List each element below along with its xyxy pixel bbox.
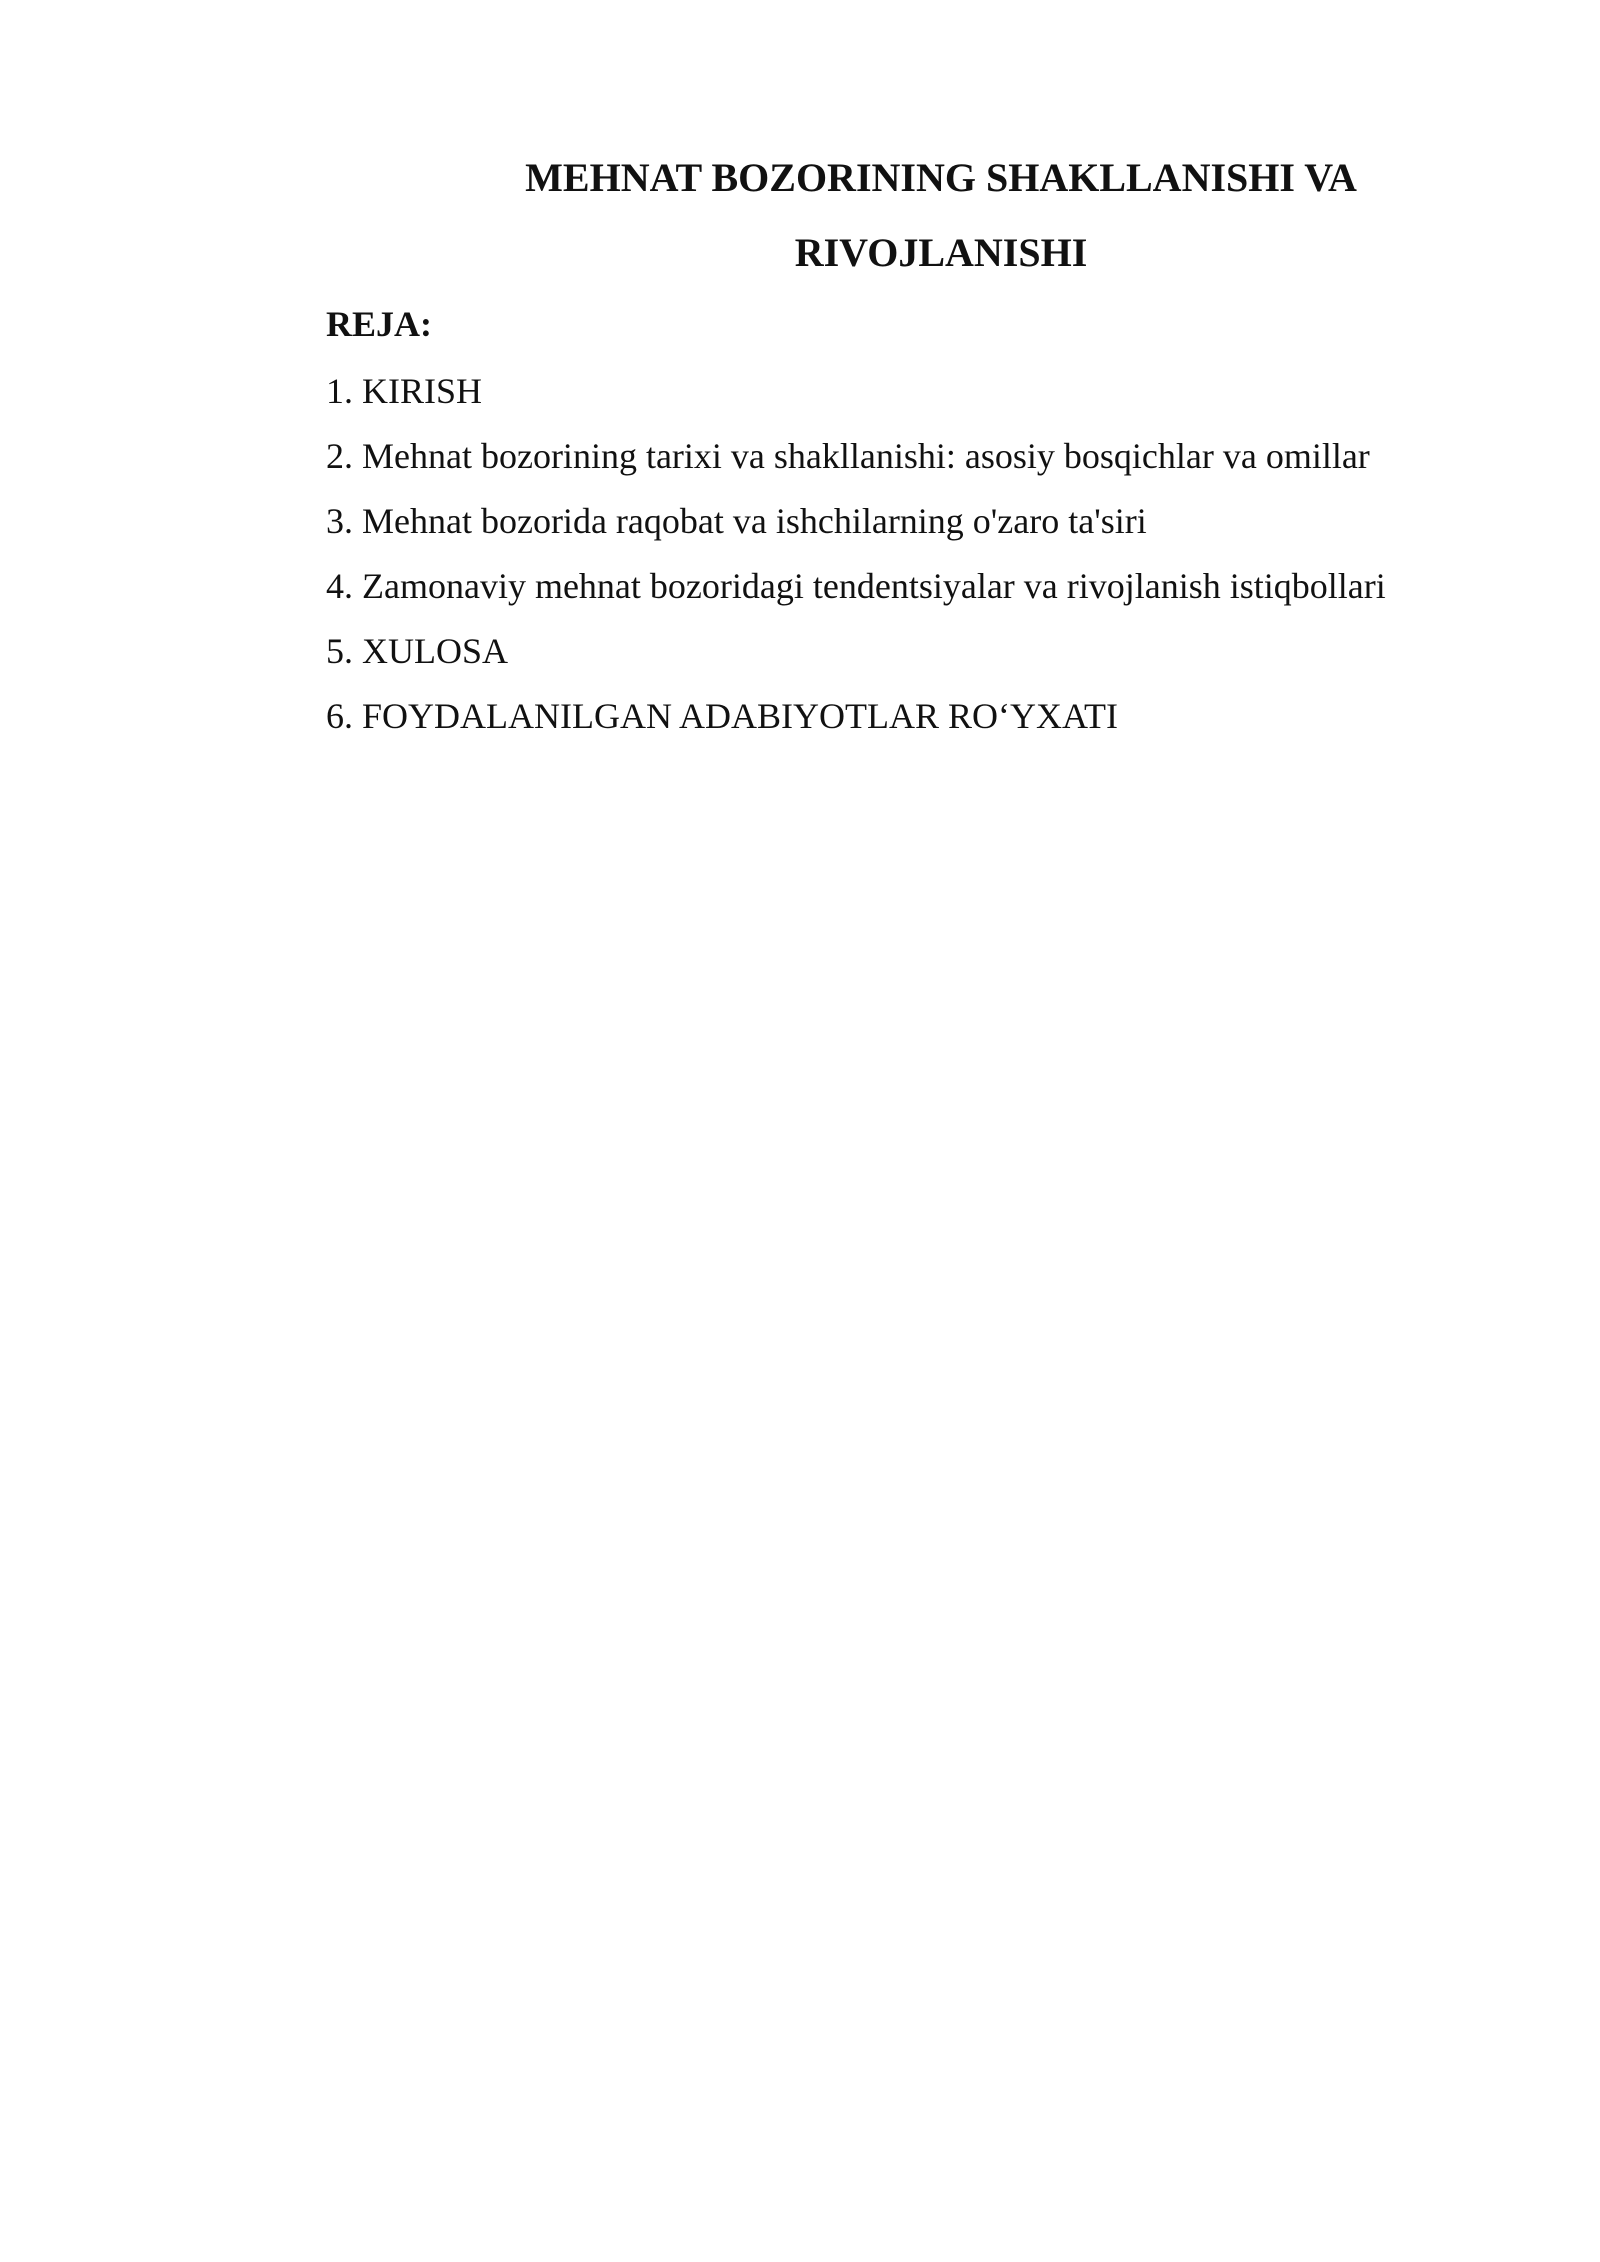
document-title-line-2: RIVOJLANISHI	[794, 230, 1088, 275]
plan-list	[326, 373, 1386, 763]
plan-item-competition: 3. Mehnat bozorida raqobat va ishchilarning o'zaro ta'siri	[326, 501, 1147, 541]
plan-item-conclusion: 5. XULOSA	[326, 631, 509, 671]
document-title-line-1: MEHNAT BOZORINING SHAKLLANISHI VA	[525, 155, 1357, 200]
plan-item-history: 2. Mehnat bozorining tarixi va shakllanishi: asosiy bosqichlar va omillar	[326, 436, 1370, 476]
plan-item-references: 6. FOYDALANILGAN ADABIYOTLAR RO‘YXATI	[326, 696, 1118, 736]
plan-heading: REJA:	[326, 304, 432, 344]
plan-item-introduction: 1. KIRISH	[326, 371, 483, 411]
plan-item-trends: 4. Zamonaviy mehnat bozoridagi tendentsiyalar va rivojlanish istiqbollari	[326, 566, 1386, 606]
